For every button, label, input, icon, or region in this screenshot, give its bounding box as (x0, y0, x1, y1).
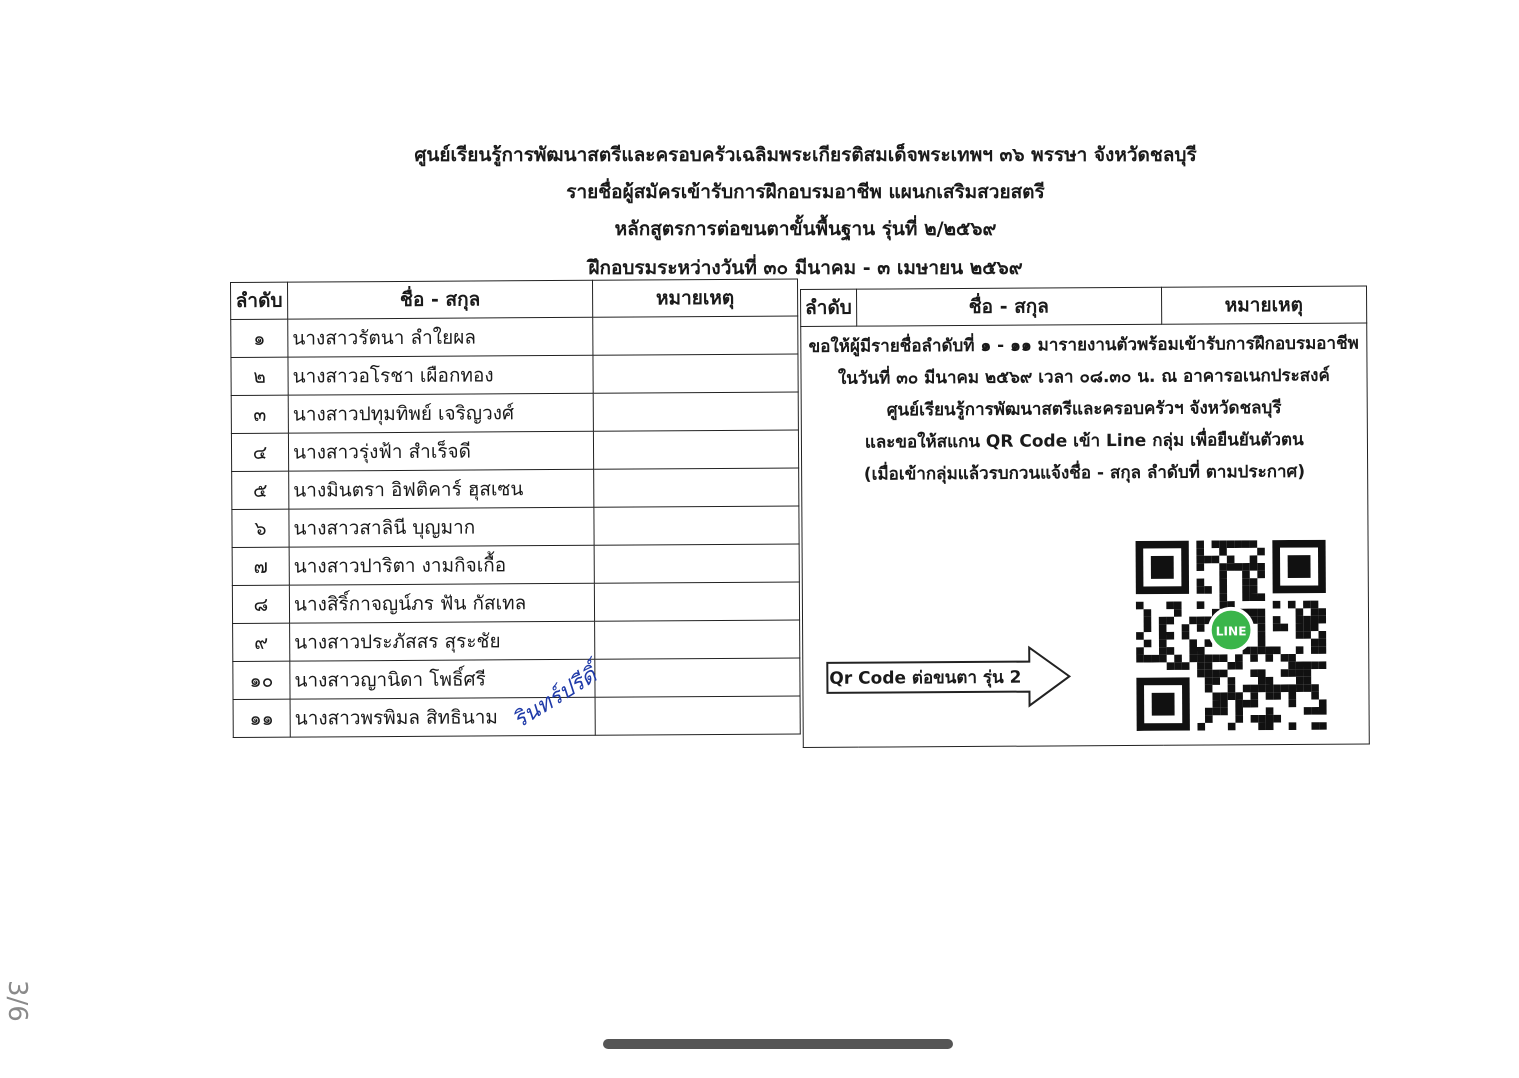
table-row (232, 544, 799, 585)
header-line-4: ฝึกอบรมระหว่างวันที่ ๓๐ มีนาคม - ๓ เมษายน ๒๕๖๙ (588, 257, 1023, 279)
notice-line: (เมื่อเข้ากลุ่มแล้วรบกวนแจ้งชื่อ - สกุล ลำดับที่ ตามประกาศ) (863, 461, 1306, 485)
row-number: ๑๑ (233, 699, 290, 737)
row-note (595, 696, 800, 735)
row-note (594, 506, 799, 545)
column-header-no: ลำดับ (801, 289, 857, 326)
table-row (233, 620, 800, 661)
applicant-table (230, 279, 801, 738)
notice-text (801, 328, 1367, 491)
row-note (594, 582, 799, 621)
header-line-1: ศูนย์เรียนรู้การพัฒนาสตรีและครอบครัวเฉลิมพระเกียรติสมเด็จพระเทพฯ ๓๖ พรรษา จังหวัดชลบุรี (414, 144, 1197, 166)
row-note (593, 354, 798, 393)
row-note (593, 316, 798, 355)
column-header-name: ชื่อ - สกุล (856, 287, 1161, 326)
notice-table (800, 286, 1370, 748)
line-logo-text: LINE (1215, 624, 1247, 639)
row-note (593, 392, 798, 431)
column-header-no: ลำดับ (231, 282, 288, 319)
table-row (231, 354, 798, 395)
row-number: ๘ (232, 585, 289, 623)
row-name: นางสาวรัตนา ลำใยผล (288, 317, 593, 357)
row-name: นางสาวรุ่งฟ้า สำเร็จดี (288, 431, 593, 471)
handwritten-signature: รินทร์ปรีดิ์ (508, 663, 602, 734)
row-number: ๑๐ (233, 661, 290, 699)
table-row (233, 658, 800, 699)
table-row (231, 392, 798, 433)
row-number: ๗ (232, 547, 289, 585)
row-name: นางสาวญานิดา โพธิ์ศรี (290, 659, 595, 699)
notice-line: ขอให้ผู้มีรายชื่อลำดับที่ ๑ - ๑๑ มารายงานตัวพร้อมเข้ารับการฝึกอบรมอาชีพ (808, 333, 1359, 357)
table-row (231, 316, 798, 357)
qr-code-icon[interactable] (1135, 540, 1328, 731)
row-name: นางมินตรา อิฟติคาร์ ฮุสเซน (289, 469, 594, 509)
row-name: นางสาวสาลินี บุญมาก (289, 507, 594, 547)
row-note (593, 430, 798, 469)
table-header-row (231, 279, 798, 319)
row-number: ๑ (231, 319, 288, 357)
column-header-note: หมายเหตุ (1161, 286, 1366, 324)
header-line-2: รายชื่อผู้สมัครเข้ารับการฝึกอบรมอาชีพ แผนกเสริมสวยสตรี (566, 181, 1045, 203)
row-name: นางสาวพรพิมล สิทธินาม (290, 697, 595, 737)
row-number: ๙ (233, 623, 290, 661)
row-note (594, 544, 799, 583)
row-name: นางสิริ์กาจญน์ภร ฟัน กัสเทล (289, 583, 594, 623)
row-number: ๓ (231, 395, 288, 433)
row-note (595, 658, 800, 697)
notice-line: และขอให้สแกน QR Code เข้า Line กลุ่ม เพื่อยืนยันตัวตน (864, 429, 1304, 453)
notice-line: ศูนย์เรียนรู้การพัฒนาสตรีและครอบครัวฯ จังหวัดชลบุรี (886, 398, 1282, 421)
column-header-note: หมายเหตุ (592, 279, 797, 317)
row-number: ๖ (232, 509, 289, 547)
column-header-name: ชื่อ - สกุล (288, 280, 593, 319)
table-row (231, 430, 798, 471)
row-number: ๕ (232, 471, 289, 509)
row-name: นางสาวประภัสสร สุระชัย (290, 621, 595, 661)
notice-panel (801, 323, 1369, 747)
row-number: ๔ (231, 433, 288, 471)
row-name: นางสาวอโรชา เผือกทอง (288, 355, 593, 395)
table-row (232, 506, 799, 547)
page-counter: 3/6 (2, 980, 32, 1022)
qr-arrow-label: Qr Code ต่อขนตา รุ่น 2 (829, 667, 1022, 689)
header-line-3: หลักสูตรการต่อขนตาขั้นพื้นฐาน รุ่นที่ ๒/๒๕๖๙ (614, 218, 997, 240)
row-name: นางสาวปทุมทิพย์ เจริญวงศ์ (288, 393, 593, 433)
table-row (232, 468, 799, 509)
row-name: นางสาวปาริตา งามกิจเกื้อ (289, 545, 594, 585)
table-header-row (801, 286, 1367, 326)
home-indicator[interactable] (603, 1039, 953, 1049)
row-note (594, 468, 799, 507)
table-row (232, 582, 799, 623)
row-note (595, 620, 800, 659)
notice-line: ในวันที่ ๓๐ มีนาคม ๒๕๖๙ เวลา ๐๘.๓๐ น. ณ อาคารอเนกประสงค์ (837, 365, 1330, 389)
row-number: ๒ (231, 357, 288, 395)
